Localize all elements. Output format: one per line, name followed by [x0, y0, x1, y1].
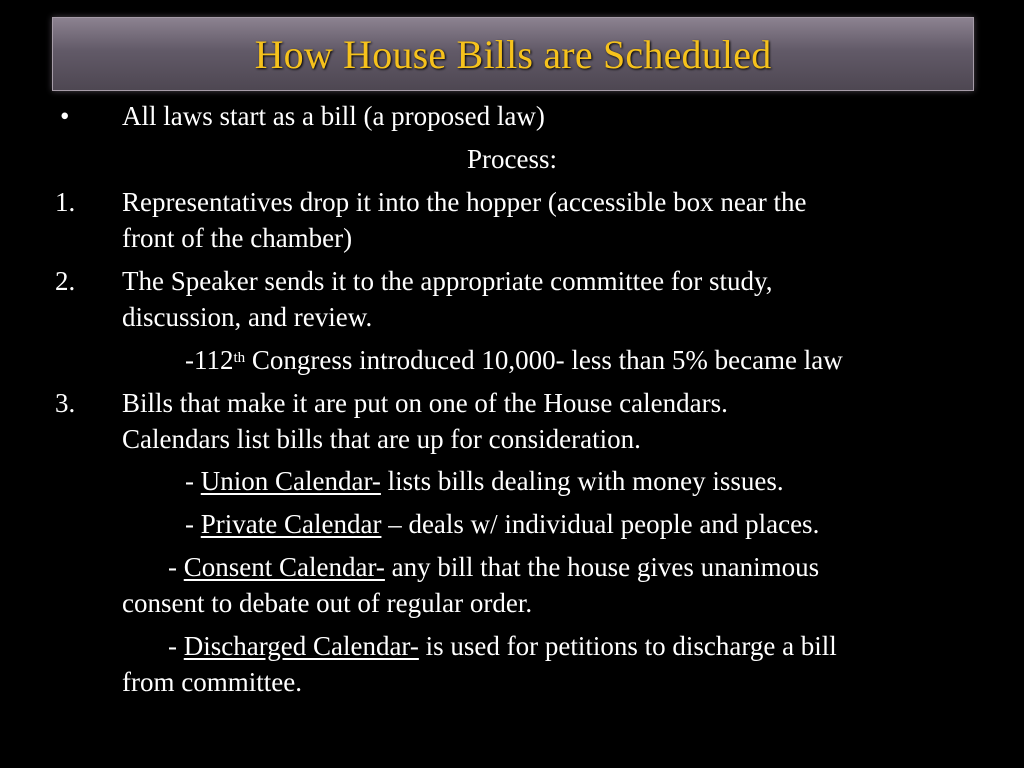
calendar-union	[185, 463, 784, 499]
calendar-dash: -	[168, 631, 184, 661]
congress-note	[185, 342, 843, 378]
calendar-desc: lists bills dealing with money issues.	[380, 466, 784, 496]
calendar-name: Private Calendar	[200, 509, 382, 539]
calendar-desc-continued: consent to debate out of regular order.	[122, 588, 533, 618]
calendar-desc: – deals w/ individual people and places.	[381, 509, 820, 539]
calendar-desc-continued: from committee.	[122, 667, 302, 697]
calendar-name: Consent Calendar-	[183, 552, 385, 582]
congress-note-prefix: -112	[185, 345, 234, 375]
item-text-line: Bills that make it are put on one of the House calendars.	[122, 388, 728, 418]
calendar-desc: is used for petitions to discharge a bill	[418, 631, 837, 661]
item-text-line: The Speaker sends it to the appropriate committee for study,	[122, 266, 773, 296]
item-number: 3.	[55, 388, 76, 418]
calendar-dash: -	[168, 552, 184, 582]
calendar-name: Discharged Calendar-	[183, 631, 419, 661]
calendar-dash: -	[185, 466, 201, 496]
congress-note-text: Congress introduced 10,000- less than 5% became law	[245, 345, 843, 375]
calendar-dash: -	[185, 509, 201, 539]
item-number: 2.	[55, 266, 76, 296]
calendar-consent	[168, 549, 819, 585]
calendar-name: Union Calendar-	[200, 466, 381, 496]
bullet-marker: •	[60, 101, 70, 131]
calendar-desc: any bill that the house gives unanimous	[384, 552, 820, 582]
intro-text: All laws start as a bill (a proposed law)	[122, 101, 545, 131]
item-text-line: Representatives drop it into the hopper (accessible box near the	[122, 187, 807, 217]
item-number: 1.	[55, 187, 76, 217]
calendar-discharged	[168, 628, 837, 664]
congress-note-sup: th	[233, 350, 246, 366]
item-text-line: discussion, and review.	[122, 302, 373, 332]
calendar-private	[185, 506, 819, 542]
item-text-line: Calendars list bills that are up for consideration.	[122, 424, 641, 454]
item-text-line: front of the chamber)	[122, 223, 353, 253]
slide-title: How House Bills are Scheduled	[254, 31, 772, 77]
process-heading: Process:	[467, 144, 557, 174]
